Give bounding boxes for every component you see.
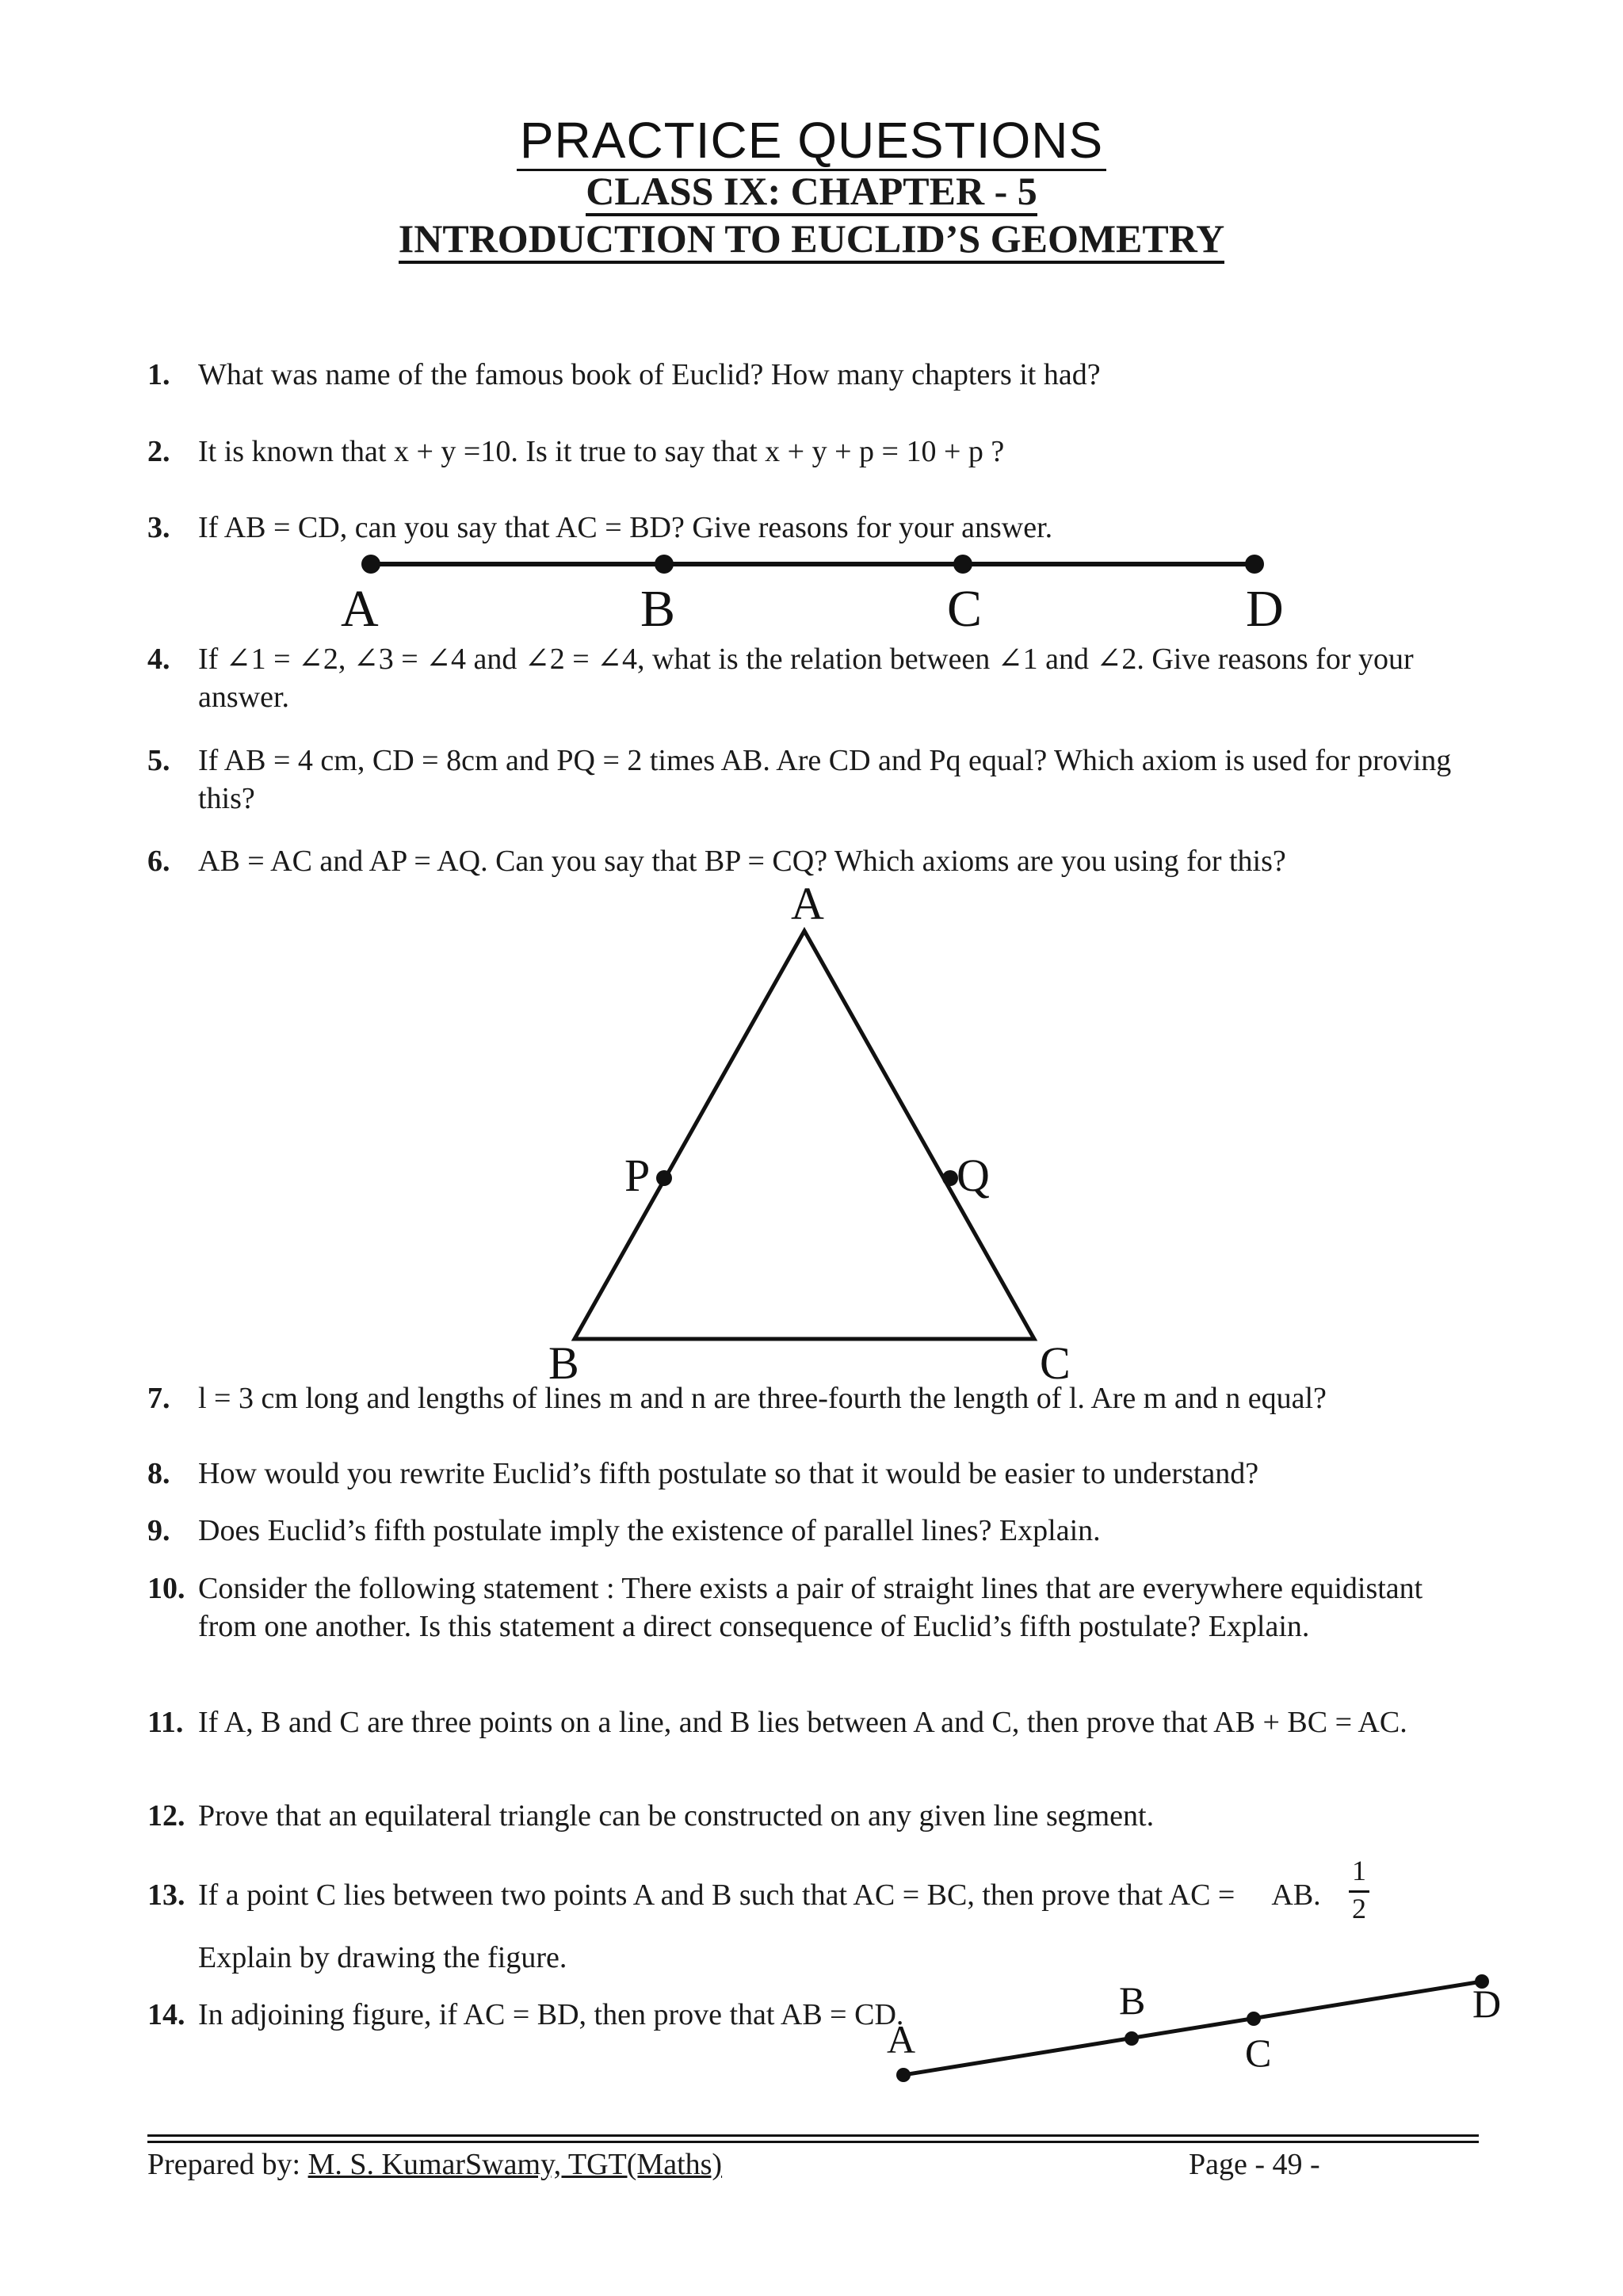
label-d: D (1246, 580, 1284, 634)
question-9: 9. Does Euclid’s fifth postulate imply the existence of parallel lines? Explain. (147, 1514, 1101, 1547)
label-b: B (640, 580, 676, 634)
question-10: 10. Consider the following statement : There exists a pair of straight lines that are everywhere equidistant from one another. Is this statement a direct consequence of Euclid’s fifth postulate? Explain. (147, 1572, 1423, 1643)
footer-prefix: Prepared by: (147, 2148, 308, 2181)
label-d: D (1472, 1981, 1502, 2026)
triangle-abc (575, 931, 1034, 1339)
label-b: B (1119, 1978, 1146, 2023)
fraction-numerator: 1 (1352, 1855, 1366, 1886)
question-4: 4. If ∠1 = ∠2, ∠3 = ∠4 and ∠2 = ∠4, what is the relation between ∠1 and ∠2. Give reasons for your answer. (147, 643, 1414, 714)
question-14: 14. In adjoining figure, if AC = BD, then prove that AB = CD. (147, 1998, 904, 2031)
line-figure-q3 (0, 547, 1623, 634)
point-b (655, 555, 674, 574)
fraction-denominator: 2 (1352, 1893, 1366, 1924)
point-q (942, 1170, 958, 1186)
question-13-line2: Explain by drawing the figure. (198, 1941, 567, 1974)
label-c: C (1245, 2031, 1272, 2075)
label-a: A (791, 879, 824, 929)
question-12: 12. Prove that an equilateral triangle can be constructed on any given line segment. (147, 1799, 1155, 1833)
question-5: 5. If AB = 4 cm, CD = 8cm and PQ = 2 times AB. Are CD and Pq equal? Which axiom is used for proving this? (147, 744, 1452, 815)
point-a (896, 2068, 911, 2082)
question-13: 13. If a point C lies between two points A and B such that AC = BC, then prove that AC = AB. (147, 1878, 1321, 1912)
point-d (1245, 555, 1264, 574)
footer-author: M. S. KumarSwamy, TGT(Maths) (307, 2148, 723, 2181)
label-c: C (1040, 1337, 1071, 1386)
point-a (361, 555, 380, 574)
page-number: Page - 49 - (1189, 2148, 1320, 2181)
label-a: A (887, 2017, 916, 2061)
footer-credit (147, 2147, 722, 2182)
question-13-text: If a point C lies between two points A and B such that AC = BC, then prove that AC = (198, 1878, 1235, 1912)
question-3: 3. If AB = CD, can you say that AC = BD? Give reasons for your answer. (147, 511, 1053, 544)
question-1: 1. What was name of the famous book of Euclid? How many chapters it had? (147, 358, 1101, 391)
question-7: 7. l = 3 cm long and lengths of lines m and n are three-fourth the length of l. Are m and n equal? (147, 1382, 1327, 1415)
segment-ad (903, 1981, 1482, 2075)
footer-rule-bottom (147, 2141, 1479, 2143)
question-11: 11. If A, B and C are three points on a line, and B lies between A and C, then prove that AB + BC = AC. (147, 1706, 1407, 1739)
question-8: 8. How would you rewrite Euclid’s fifth postulate so that it would be easier to understand? (147, 1457, 1259, 1490)
chapter-name-heading: INTRODUCTION TO EUCLID’S GEOMETRY (0, 215, 1623, 261)
line-figure-q14 (0, 1965, 1623, 2100)
label-c: C (947, 580, 983, 634)
point-b (1125, 2031, 1139, 2046)
label-b: B (548, 1337, 579, 1386)
point-c (1247, 2012, 1261, 2026)
triangle-figure-q6 (0, 879, 1623, 1386)
question-13-text-after: AB. (1271, 1878, 1321, 1912)
question-2: 2. It is known that x + y =10. Is it true to say that x + y + p = 10 + p ? (147, 435, 1005, 468)
footer-rule-top (147, 2134, 1479, 2137)
point-p (656, 1170, 672, 1186)
label-q: Q (957, 1150, 990, 1201)
label-p: P (624, 1150, 651, 1201)
question-6: 6. AB = AC and AP = AQ. Can you say that BP = CQ? Which axioms are you using for this? (147, 845, 1286, 878)
point-c (953, 555, 972, 574)
class-chapter-heading: CLASS IX: CHAPTER - 5 (0, 168, 1623, 214)
page-title: PRACTICE QUESTIONS (0, 111, 1623, 170)
label-a: A (341, 580, 379, 634)
